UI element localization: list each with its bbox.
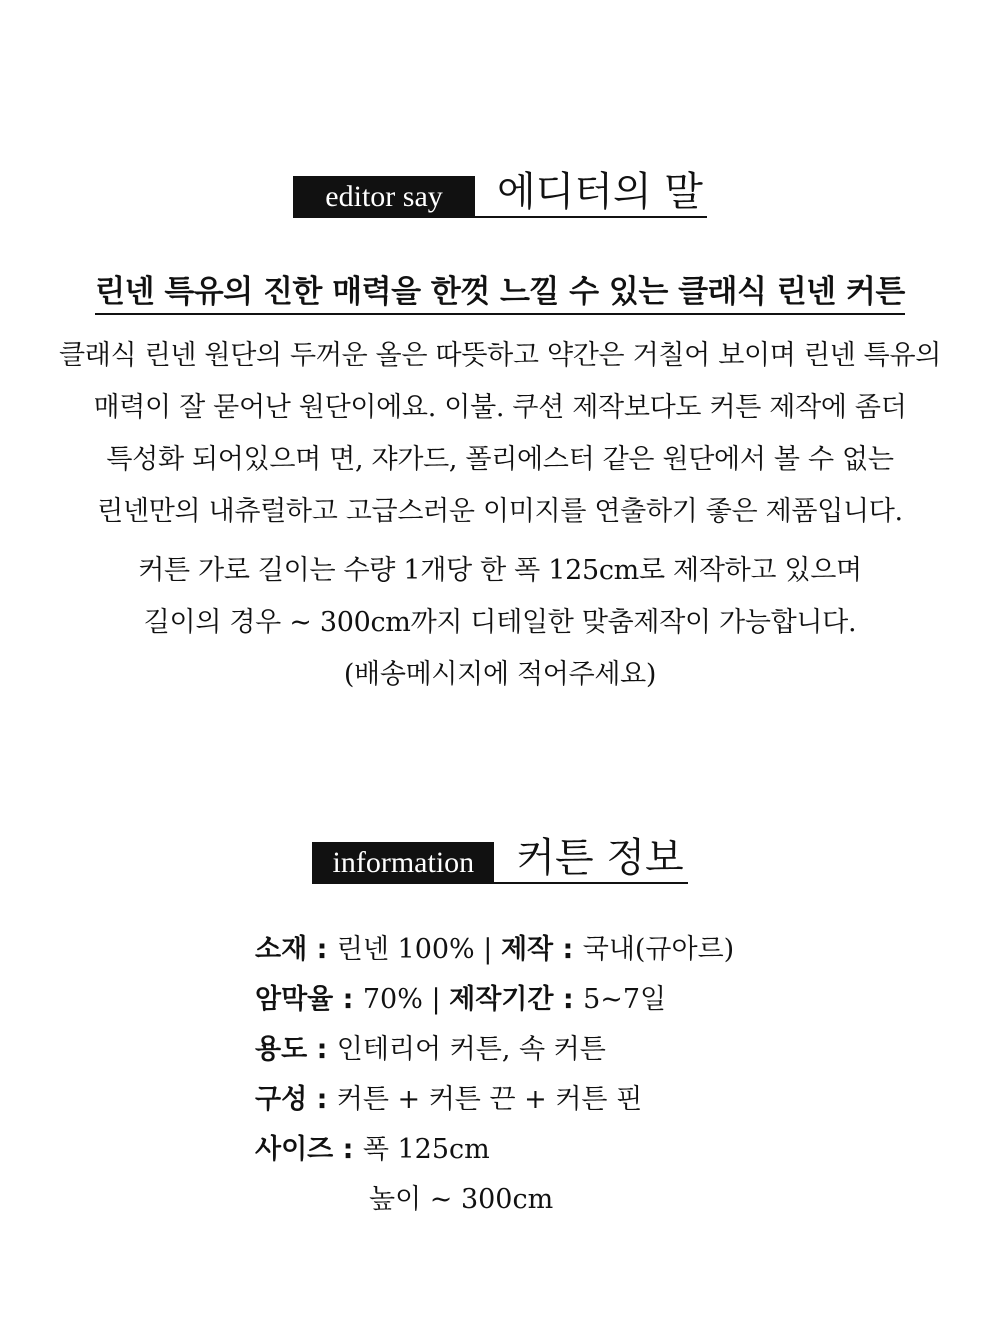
info-value: 5~7일 xyxy=(583,984,667,1015)
paragraph-line: 클래식 린넨 원단의 두꺼운 올은 따뜻하고 약간은 거칠어 보이며 린넨 특유의 xyxy=(58,340,942,371)
info-label: 구성 : xyxy=(255,1084,337,1115)
editor-section-header xyxy=(0,169,1000,218)
info-value: 인테리어 커튼, 속 커튼 xyxy=(336,1034,606,1065)
editor-paragraph-1 xyxy=(0,330,1000,538)
paragraph-line: 특성화 되어있으며 면, 쟈가드, 폴리에스터 같은 원단에서 볼 수 없는 xyxy=(106,444,894,475)
editor-paragraph-2 xyxy=(0,545,1000,701)
paragraph-line: 매력이 잘 묻어난 원단이에요. 이불. 쿠션 제작보다도 커튼 제작에 좀더 xyxy=(93,392,907,423)
info-value: 높이 ~ 300cm xyxy=(369,1184,554,1215)
info-row-size-height xyxy=(255,1175,734,1225)
info-row-material xyxy=(255,925,734,975)
info-label: 암막율 : xyxy=(255,984,363,1015)
info-label: 사이즈 : xyxy=(255,1134,363,1165)
info-value: 국내(규아르) xyxy=(582,934,735,965)
info-row-blackout xyxy=(255,975,734,1025)
info-value: 70% | xyxy=(362,984,450,1015)
paragraph-line: 커튼 가로 길이는 수량 1개당 한 폭 125cm로 제작하고 있으며 xyxy=(138,555,862,586)
info-value: 커튼 + 커튼 끈 + 커튼 핀 xyxy=(336,1084,643,1115)
editor-section-title: 에디터의 말 xyxy=(475,172,707,218)
editor-say-tag: editor say xyxy=(293,176,475,218)
info-label: 용도 : xyxy=(255,1034,337,1065)
info-value: 린넨 100% | xyxy=(336,934,501,965)
info-section-header xyxy=(0,835,1000,884)
paragraph-line: 린넨만의 내츄럴하고 고급스러운 이미지를 연출하기 좋은 제품입니다. xyxy=(97,496,903,527)
info-value: 폭 125cm xyxy=(362,1134,490,1165)
info-label: 제작기간 : xyxy=(449,984,584,1015)
editor-subtitle xyxy=(0,266,1000,311)
paragraph-line: 길이의 경우 ~ 300cm까지 디테일한 맞춤제작이 가능합니다. xyxy=(143,607,857,638)
info-section-title: 커튼 정보 xyxy=(494,838,687,884)
info-label: 제작 : xyxy=(500,934,583,965)
curtain-info-list xyxy=(255,925,734,1225)
info-row-size xyxy=(255,1125,734,1175)
info-label: 소재 : xyxy=(255,934,337,965)
info-row-usage xyxy=(255,1025,734,1075)
paragraph-line: (배송메시지에 적어주세요) xyxy=(343,659,657,690)
editor-subtitle-text: 린넨 특유의 진한 매력을 한껏 느낄 수 있는 클래식 린넨 커튼 xyxy=(95,274,905,315)
info-row-components xyxy=(255,1075,734,1125)
information-tag: information xyxy=(312,842,494,884)
